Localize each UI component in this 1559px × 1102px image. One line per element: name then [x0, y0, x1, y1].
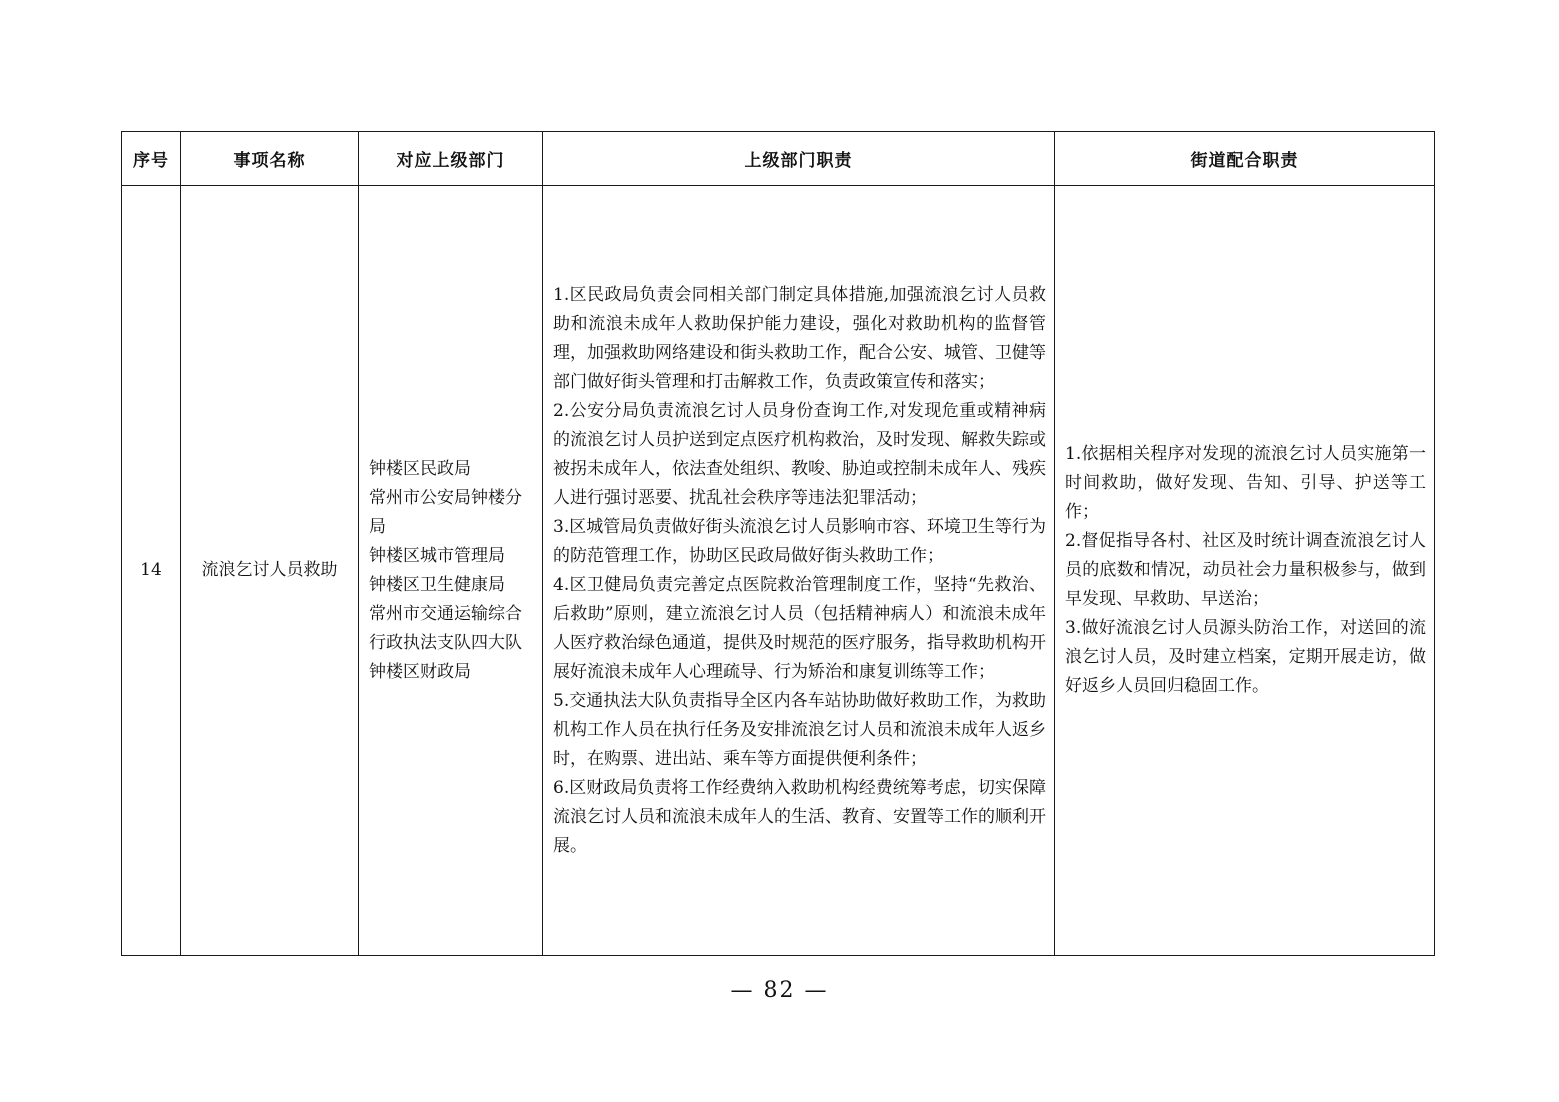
duty-item: 3.区城管局负责做好街头流浪乞讨人员影响市容、环境卫生等行为的防范管理工作，协助区民政局做好街头救助工作； [553, 516, 1046, 566]
department-line: 钟楼区卫生健康局 [369, 574, 505, 595]
header-street-duties: 街道配合职责 [1055, 132, 1435, 186]
cell-serial-number: 14 [122, 186, 181, 956]
department-line: 钟楼区城市管理局 [369, 545, 505, 566]
header-superior-duties: 上级部门职责 [543, 132, 1055, 186]
cell-street-duties [1055, 186, 1435, 956]
street-duty-item: 1.依据相关程序对发现的流浪乞讨人员实施第一时间救助，做好发现、告知、引导、护送等工作； [1065, 444, 1426, 522]
header-item-name: 事项名称 [181, 132, 359, 186]
duty-item: 1.区民政局负责会同相关部门制定具体措施,加强流浪乞讨人员救助和流浪未成年人救助保护能力建设，强化对救助机构的监督管理，加强救助网络建设和街头救助工作，配合公安、城管、卫健等部门做好街头管理和打击解救工作，负责政策宣传和落实； [553, 284, 1046, 392]
table-header-row [122, 132, 1435, 186]
header-serial-number: 序号 [122, 132, 181, 186]
department-line: 常州市交通运输综合行政执法支队四大队 [369, 603, 522, 653]
table-row [122, 186, 1435, 956]
duty-table [121, 131, 1435, 956]
cell-item-name: 流浪乞讨人员救助 [181, 186, 359, 956]
header-superior-department: 对应上级部门 [359, 132, 543, 186]
duty-item: 2.公安分局负责流浪乞讨人员身份查询工作,对发现危重或精神病的流浪乞讨人员护送到定点医疗机构救治，及时发现、解救失踪或被拐未成年人，依法查处组织、教唆、胁迫或控制未成年人、残疾人进行强讨恶要、扰乱社会秩序等违法犯罪活动； [553, 400, 1046, 508]
duty-item: 6.区财政局负责将工作经费纳入救助机构经费统筹考虑，切实保障流浪乞讨人员和流浪未成年人的生活、教育、安置等工作的顺利开展。 [553, 777, 1046, 856]
duty-item: 5.交通执法大队负责指导全区内各车站协助做好救助工作，为救助机构工作人员在执行任务及安排流浪乞讨人员和流浪未成年人返乡时，在购票、进出站、乘车等方面提供便利条件； [553, 690, 1046, 769]
cell-superior-duties [543, 186, 1055, 956]
cell-departments [359, 186, 543, 956]
department-line: 钟楼区民政局 [369, 458, 471, 479]
street-duty-item: 2.督促指导各村、社区及时统计调查流浪乞讨人员的底数和情况，动员社会力量积极参与，做到早发现、早救助、早送治； [1065, 531, 1426, 609]
department-line: 钟楼区财政局 [369, 661, 471, 682]
street-duty-item: 3.做好流浪乞讨人员源头防治工作，对送回的流浪乞讨人员，及时建立档案，定期开展走访，做好返乡人员回归稳固工作。 [1065, 618, 1426, 696]
department-line: 常州市公安局钟楼分局 [369, 487, 522, 537]
duty-item: 4.区卫健局负责完善定点医院救治管理制度工作，坚持“先救治、后救助”原则，建立流浪乞讨人员（包括精神病人）和流浪未成年人医疗救治绿色通道，提供及时规范的医疗服务，指导救助机构开展好流浪未成年人心理疏导、行为矫治和康复训练等工作； [553, 574, 1046, 682]
page-number: — 82 — [730, 978, 829, 1003]
